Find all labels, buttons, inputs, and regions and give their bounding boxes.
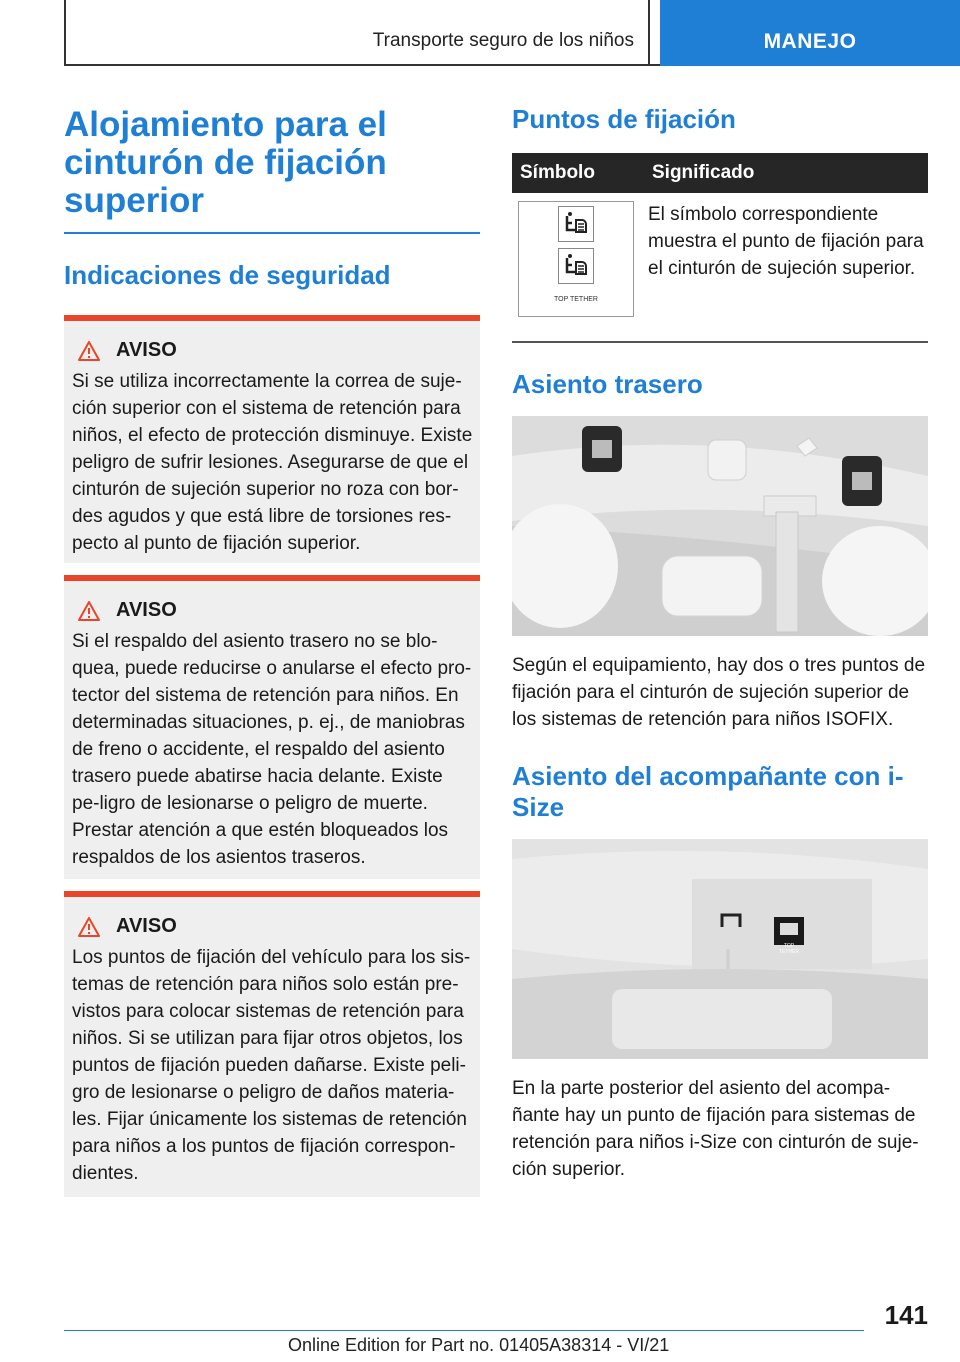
section-title: Transporte seguro de los niños — [372, 30, 634, 51]
rear-seat-text: Según el equipamiento, hay dos o tres puntos de fijación para el cinturón de sujeción superior de los sistemas de retención para niños ISOFIX. — [512, 655, 926, 730]
passenger-seat-photo — [512, 839, 928, 1059]
page-number: 141 — [884, 1300, 928, 1330]
warning-triangle-icon — [78, 917, 100, 937]
warning-label: AVISO — [116, 339, 177, 361]
rear-seat-title: Asiento trasero — [512, 369, 703, 399]
symbol-table — [512, 153, 928, 329]
symbol-cell — [512, 193, 644, 329]
edition-note: Online Edition for Part no. 01405A38314 - VI/21 — [288, 1335, 670, 1355]
meaning-cell: El símbolo correspondiente muestra el punto de fijación para el cinturón de sujeción superior. — [648, 204, 924, 279]
passenger-seat-title: Asiento del acompañante con i-Size — [512, 761, 904, 822]
right-column — [512, 100, 928, 1183]
passenger-top-tether-label: TOP TETHER — [779, 943, 799, 955]
footer-rule — [64, 1330, 864, 1331]
warning-triangle-icon — [78, 601, 100, 621]
symbol-column-header: Símbolo — [512, 153, 644, 193]
warning-box — [64, 575, 480, 879]
chapter-tab[interactable]: MANEJO — [660, 0, 960, 66]
left-column — [64, 100, 480, 1197]
warning-header — [78, 915, 474, 938]
warning-label: AVISO — [116, 915, 177, 937]
warning-text: Los puntos de fijación del vehículo para los sis‐temas de retención para niños solo están pre‐vistos para colocar sistemas de retención para niños. Si se utilizan para fijar otros objetos, los puntos de fijación pueden dañarse. Existe peli‐gro de lesionarse o peligro de daños materia‐les. Fijar únicamente los sistemas de retención para niños a los puntos de fijación correspon‐dientes. — [72, 947, 471, 1184]
warning-header — [78, 339, 474, 362]
safety-subtitle: Indicaciones de seguridad — [64, 260, 391, 290]
rear-seat-photo — [512, 416, 928, 636]
page-title: Alojamiento para el cinturón de fijación superior — [64, 105, 387, 220]
warning-text: Si el respaldo del asiento trasero no se blo‐quea, puede reducirse o anularse el efecto pro‐tector del sistema de retención para niños. En determinadas situaciones, p. ej., de maniobras de freno o accidente, el respaldo del asiento trasero puede abatirse hacia delante. Existe pe‐ligro de lesionarse o peligro de muerte. Prestar atención a que estén bloqueados los respaldos de los asientos traseros. — [72, 631, 472, 868]
top-tether-label: TOP TETHER — [554, 295, 598, 303]
title-divider — [64, 232, 480, 234]
warning-triangle-icon — [78, 341, 100, 361]
top-tether-icon — [558, 206, 594, 242]
table-divider — [512, 341, 928, 343]
table-row — [512, 193, 928, 329]
symbol-frame — [518, 201, 634, 317]
anchor-points-title: Puntos de fijación — [512, 104, 736, 134]
passenger-seat-text: En la parte posterior del asiento del acompa‐ñante hay un punto de fijación para sistemas de retención para niños i-Size con cinturón de suje‐ción superior. — [512, 1078, 919, 1180]
top-tether-icon — [558, 248, 594, 284]
warning-box — [64, 315, 480, 563]
warning-label: AVISO — [116, 599, 177, 621]
header-tab — [64, 0, 650, 66]
warning-box — [64, 891, 480, 1197]
warning-header — [78, 599, 474, 622]
warning-text: Si se utiliza incorrectamente la correa de suje‐ción superior con el sistema de retención para niños, el efecto de protección disminuye. Existe peligro de sufrir lesiones. Asegurarse de que el cinturón de sujeción superior no roza con bor‐des agudos y que está libre de torsiones res‐pecto al punto de fijación superior. — [72, 371, 473, 554]
meaning-column-header: Significado — [644, 153, 928, 193]
